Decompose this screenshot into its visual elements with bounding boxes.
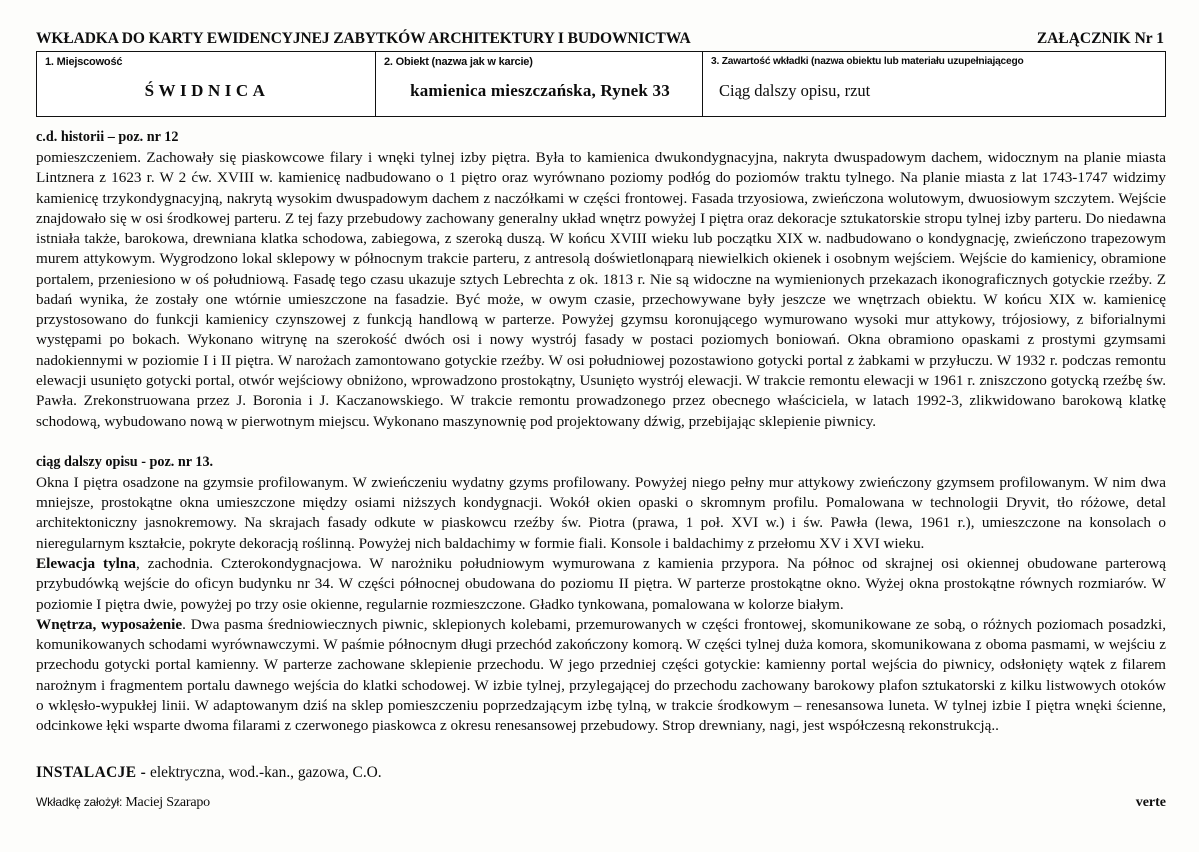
table-cell-locality [37, 52, 375, 116]
inline-heading-rear-elevation: Elewacja tylna [36, 554, 136, 572]
field-value-content: Ciąg dalszy opisu, rzut [719, 80, 871, 100]
annex-number: ZAŁĄCZNIK Nr 1 [1036, 30, 1164, 47]
section-heading-history: c.d. historii – poz. nr 12 [36, 129, 179, 145]
field-label-content: 3. Zawartość wkładki (nazwa obiektu lub materiału uzupełniającego [711, 56, 1024, 67]
prepared-by [36, 795, 210, 811]
installations-line [36, 763, 1166, 784]
installations-label: INSTALACJE - [36, 763, 147, 781]
section-heading-description: ciąg dalszy opisu - poz. nr 13. [36, 453, 214, 470]
section-description [36, 453, 1166, 737]
table-cell-content [702, 52, 1165, 116]
document-footer [36, 795, 1166, 811]
document-header [36, 30, 1166, 51]
field-label-locality: 1. Miejscowość [45, 56, 123, 68]
table-cell-object [375, 52, 702, 116]
field-label-object: 2. Obiekt (nazwa jak w karcie) [384, 56, 533, 68]
section-text-rear-elevation [36, 554, 1166, 615]
page-title: WKŁADKA DO KARTY EWIDENCYJNEJ ZABYTKÓW ARCHITEKTURY I BUDOWNICTWA [36, 30, 691, 47]
rear-elevation-body: , zachodnia. Czterokondygnacjowa. W narożniku południowym wymurowana z kamienia przypora. Na północ od skrajnej osi okiennej obudowane parterową przybudówką wejście do oficyn budynku nr 34. W części północnej obudowana do poziomu II piętra. W parterze prostokątne okno. Wyżej okna prostokątne równych rozmiarów. W poziomie I piętra dwie, powyżej po trzy osie okienne, regularnie rozmieszczone. Gładko tynkowana, pomalowana w kolorze białym. [36, 554, 1166, 613]
document-sheet [36, 30, 1166, 783]
prepared-by-label: Wkładkę założył: [36, 795, 123, 809]
interiors-body: . Dwa pasma średniowiecznych piwnic, sklepionych kolebami, przemurowanych w części frontowej, skomunikowane ze sobą, o różnych poziomach posadzki, komunikowanych schodami wyrównawczymi. W paśmie północnym długi przechód zakończony komorą. W części tylnej duża komora, skomunikowana z oboma pasmami, w wejściu z przechodu gotycki portal kamienny. W parterze zachowane sklepienie przechodu. W jego przedniej części gotyckie: kamienny portal wejścia do piwnicy, odsłonięty wątek z filarem narożnym i fragmentem portalu dawnego wejścia do klatki schodowej. W izbie tylnej, przylegającej do przechodu zachowany barokowy plafon sztukatorski z kilku listwowych otoków o wklęsło-wypukłej linii. W adaptowanym dziś na sklep pomieszczeniu poprzedzającym izbę tylną, w trakcie środkowym – renesansowa luneta. W tylnej izbie I piętra wnęki ścienne, odcinkowe łęki wsparte dwoma filarami z czerwonego piaskowca z okresu renesansowej przebudowy. Strop drewniany, nagi, jest współczesną rekonstrukcją.. [36, 615, 1166, 735]
inline-heading-interiors: Wnętrza, wyposażenie [36, 615, 183, 633]
page-turn-note: verte [1135, 795, 1166, 810]
field-value-locality: ŚWIDNICA [144, 80, 270, 100]
section-text-facade: Okna I piętra osadzone na gzymsie profilowanym. W zwieńczeniu wydatny gzyms profilowany. Powyżej niego pełny mur attykowy zwieńczony gzymsem profilowanym. W nim dwa mniejsze, prostokątne okna umieszczone między osiami niższych kondygnacji. Wokół okien opaski o skromnym profilu. Pomalowana w technologii Dryvit, tło różowe, detal architektoniczny jasnokremowy. Na skrajach fasady odkute w piaskowcu rzeźby św. Piotra (prawa, 1 poł. XVI w.) i św. Pawła (lewa, 1961 r.), umieszczone na konsolach o nieregularnym kształcie, pokryte dekoracją roślinną. Powyżej nich baldachimy w formie fiali. Konsole i baldachimy z przełomu XV i XVI wieku. [36, 473, 1166, 552]
metadata-table [36, 51, 1166, 117]
field-value-object: kamienica mieszczańska, Rynek 33 [410, 80, 670, 100]
document-body [36, 128, 1166, 783]
section-text-interiors [36, 615, 1166, 737]
installations-value: elektryczna, wod.-kan., gazowa, C.O. [150, 763, 382, 781]
prepared-by-name: Maciej Szarapo [125, 795, 210, 810]
section-text-history: pomieszczeniem. Zachowały się piaskowcowe filary i wnęki tylnej izby piętra. Była to kamienica dwukondygnacyjna, nakryta dwuspadowym dachem, widocznym na planie miasta Lintznera z 1623 r. W 2 ćw. XVIII w. kamienicę nadbudowano o 1 piętro oraz wyrównano poziomy podłóg do poziomów traktu tylnego. Na planie miasta z lat 1743-1747 widzimy kamienicę trzykondygnacyjną, nakrytą wysokim dwuspadowym dachem z naczółkami w części frontowej. Fasada trzyosiowa, zwieńczona wolutowym, dwuosiowym szczytem. Wejście znajdowało się w osi środkowej parteru. Z tej fazy przebudowy zachowany generalny układ wnętrz powyżej I piętra oraz dekoracje sztukatorskie stropu tylnej izby parteru. Do niedawna istniała także, barokowa, drewniana klatka schodowa, zabiegowa, z szeroką duszą. W końcu XVIII wieku lub początku XIX w. nadbudowano o kondygnację, zwieńczono trapezowym murem attykowym. Wygrodzono lokal sklepowy w północnym trakcie parteru, z antresolą doświetlonąparą niewielkich okienek i osobnym wejściem. Wejście do kamienicy, obramione portalem, przeniesiono w oś południową. Fasadę tego czasu ukazuje sztych Lebrechta z ok. 1813 r. Nie są widoczne na wymienionych przekazach ikonograficznych gotyckie rzeźby. Z badań wynika, że zostały one wtórnie umieszczone na fasadzie. Być może, w owym czasie, przechowywane były jeszcze we wnętrzach obiektu. W końcu XIX w. kamienicę przystosowano do funkcji kamienicy czynszowej z funkcją handlową w parterze. Powyżej gzymsu koronującego wymurowano wysoki mur attykowy, trójosiowy, z biforialnymi występami po bokach. Wykonano witrynę na szerokość dwóch osi i nowy wystrój fasady w postaci poziomych boniowań. Okna obramiono opaskami z prostymi gzymsami nadokiennymi w poziomie I i II piętra. W narożach zamontowano gotyckie rzeźby. W osi południowej pozostawiono gotycki portal z żabkami w przyłuczu. W 1932 r. podczas remontu elewacji usunięto gotycki portal, otwór wejściowy obniżono, wprowadzono prostokątny, Usunięto wystrój elewacji. W trakcie remontu elewacji w 1961 r. zniszczono gotycką rzeźbę św. Pawła. Zrekonstruowana przez J. Boronia i J. Kaczanowskiego. W trakcie remontu prowadzonego przez obecnego właściciela, w latach 1992-3, zlikwidowano barokową klatkę schodową, wybudowano nową w pierwotnym miejscu. Wykonano maszynownię pod projektowany dźwig, przebijając sklepienie piwnicy. [36, 148, 1166, 430]
